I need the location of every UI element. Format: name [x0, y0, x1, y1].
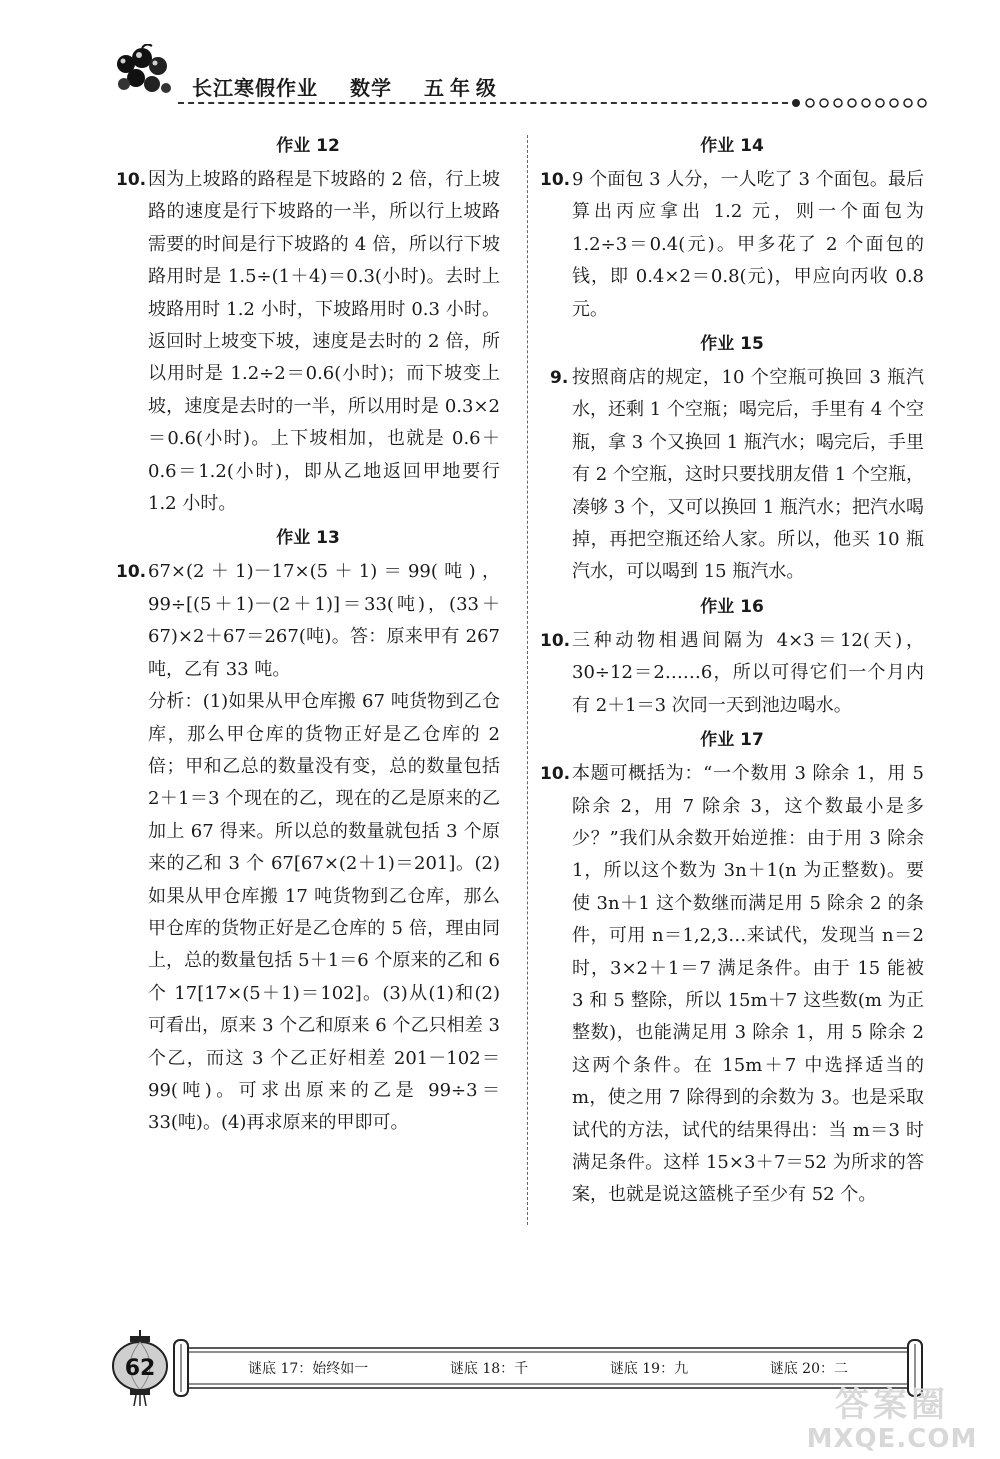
question-number: 10. [540, 170, 571, 190]
answer-text: 9 个面包 3 人分，一人吃了 3 个面包。最后算出丙应拿出 1.2 元，则一个面包为 1.2÷3＝0.4(元)。甲多花了 2 个面包的钱，即 0.4×2＝0.8(元)，甲应向丙收 0.8 元。 [572, 169, 924, 320]
subject-label: 数学 [349, 76, 392, 100]
answer-text: 因为上坡路的路程是下坡路的 2 倍，行上坡路的速度是行下坡路的一半，所以行上坡路需要的时间是行下坡路的 4 倍，所以行下坡路用时是 1.5÷(1＋4)＝0.3(小时)。去时上坡路用时 1.2 小时，下坡路用时 0.3 小时。返回时上坡变下坡，速度是去时的 2 倍，所以用时是 1.2÷2＝0.6(小时)；而下坡变上坡，速度是去时的一半，所以用时是 0.3×2＝0.6(小时)。上下坡相加，也就是 0.6＋0.6＝1.2(小时)，即从乙地返回甲地要行 1.2 小时。 [148, 169, 500, 515]
question-number: 10. [116, 170, 147, 190]
section-title-17: 作业 17 [700, 730, 764, 751]
riddle-answer-19: 谜底 19：九 [609, 1361, 689, 1377]
question-number: 10. [540, 630, 571, 651]
answer-14-10 [540, 164, 924, 326]
answer-15-9 [540, 362, 924, 589]
answer-16-10 [540, 625, 924, 722]
grade-label: 五年级 [423, 76, 502, 100]
riddle-answer-18: 谜底 18：千 [449, 1361, 529, 1377]
question-number: 9. [550, 368, 569, 389]
watermark-logo-text: 答案圈 [835, 1385, 949, 1425]
site-watermark [792, 1386, 992, 1458]
answer-13-10 [116, 556, 500, 686]
grapes-logo-icon [112, 44, 176, 104]
answer-text: 本题可概括为：“一个数用 3 除余 1，用 5 除余 2，用 7 除余 3，这个数最小是多少？”我们从余数开始逆推：由于用 3 除余 1，所以这个数为 3n＋1(n 为正整数)。要使 3n＋1 这个数继而满足用 5 除余 2 的条件，可用 n＝1,2,3…来试代，发现当 n＝2 时，3×2＋1＝7 满足条件。由于 15 能被 3 和 5 整除，所以 15m＋7 这些数(m 为正整数)，也能满足用 3 除余 1，用 5 除余 2 这两个条件。在 15m＋7 中选择适当的 m，使之用 7 除得到的余数为 3。也是采取试代的方法，试代的结果得出：当 m＝3 时满足条件。这样 15×3＋7＝52 为所求的答案，也就是说这篮桃子至少有 52 个。 [572, 763, 924, 1206]
question-number: 10. [540, 764, 571, 785]
header-dashed-rule [178, 102, 788, 104]
riddle-answer-17: 谜底 17：始终如一 [248, 1361, 369, 1377]
analysis-text: 分析：(1)如果从甲仓库搬 67 吨货物到乙仓库，那么甲仓库的货物正好是乙仓库的 2 倍；甲和乙总的数量没有变，总的数量包括 2＋1＝3 个现在的乙，现在的乙是原来的乙加上 67 得来。所以总的数量就包括 3 个原来的乙和 3 个 67[67×(2＋1)＝201]。(2)如果从甲仓库搬 17 吨货物到乙仓库，那么甲仓库的货物正好是乙仓库的 5 倍，理由同上，总的数量包括 5＋1＝6 个原来的乙和 6 个 17[17×(5＋1)＝102]。(3)从(1)和(2)可看出，原来 3 个乙和原来 6 个乙只相差 3 个乙，而这 3 个乙正好相差 201－102＝99(吨)。可求出原来的乙是 99÷3＝33(吨)。(4)再求原来的甲即可。 [148, 691, 500, 1134]
page-footer [0, 1320, 1000, 1459]
header-dots-icon [790, 96, 930, 110]
answer-17-10 [540, 758, 924, 1212]
section-title-13: 作业 13 [276, 528, 340, 549]
right-column [540, 128, 924, 1212]
page-header [0, 0, 1000, 120]
column-divider [527, 135, 528, 1225]
section-title-15: 作业 15 [700, 334, 764, 355]
riddle-answer-20: 谜底 20：二 [769, 1361, 848, 1377]
question-number: 10. [116, 562, 147, 583]
section-title-14: 作业 14 [700, 136, 764, 156]
section-title-12: 作业 12 [276, 136, 340, 156]
lantern-page-badge [110, 1330, 170, 1406]
answer-text: 三种动物相遇间隔为 4×3＝12(天)，30÷12＝2……6，所以可得它们一个月内有 2＋1＝3 次同一天到池边喝水。 [572, 629, 924, 716]
watermark-url: MXQE.COM [806, 1424, 978, 1454]
page-number: 62 [124, 1356, 156, 1381]
answer-text: 67×(2＋1)－17×(5＋1)＝99(吨)，99÷[(5＋1)－(2＋1)]＝33(吨)，(33＋67)×2＋67＝267(吨)。答：原来甲有 267 吨，乙有 33 吨。 [148, 561, 500, 680]
answer-text: 按照商店的规定，10 个空瓶可换回 3 瓶汽水，还剩 1 个空瓶；喝完后，手里有 4 个空瓶，拿 3 个又换回 1 瓶汽水；喝完后，手里有 2 个空瓶，这时只要找朋友借 1 个空瓶，凑够 3 个，又可以换回 1 瓶汽水；把汽水喝掉，再把空瓶还给人家。所以，他买 10 瓶汽水，可以喝到 15 瓶汽水。 [572, 367, 924, 583]
header-title [192, 70, 526, 106]
left-column [116, 128, 500, 1140]
book-title: 长江寒假作业 [192, 76, 318, 100]
riddle-answers [248, 1354, 848, 1384]
answer-12-10 [116, 164, 500, 520]
section-title-16: 作业 16 [700, 596, 764, 617]
